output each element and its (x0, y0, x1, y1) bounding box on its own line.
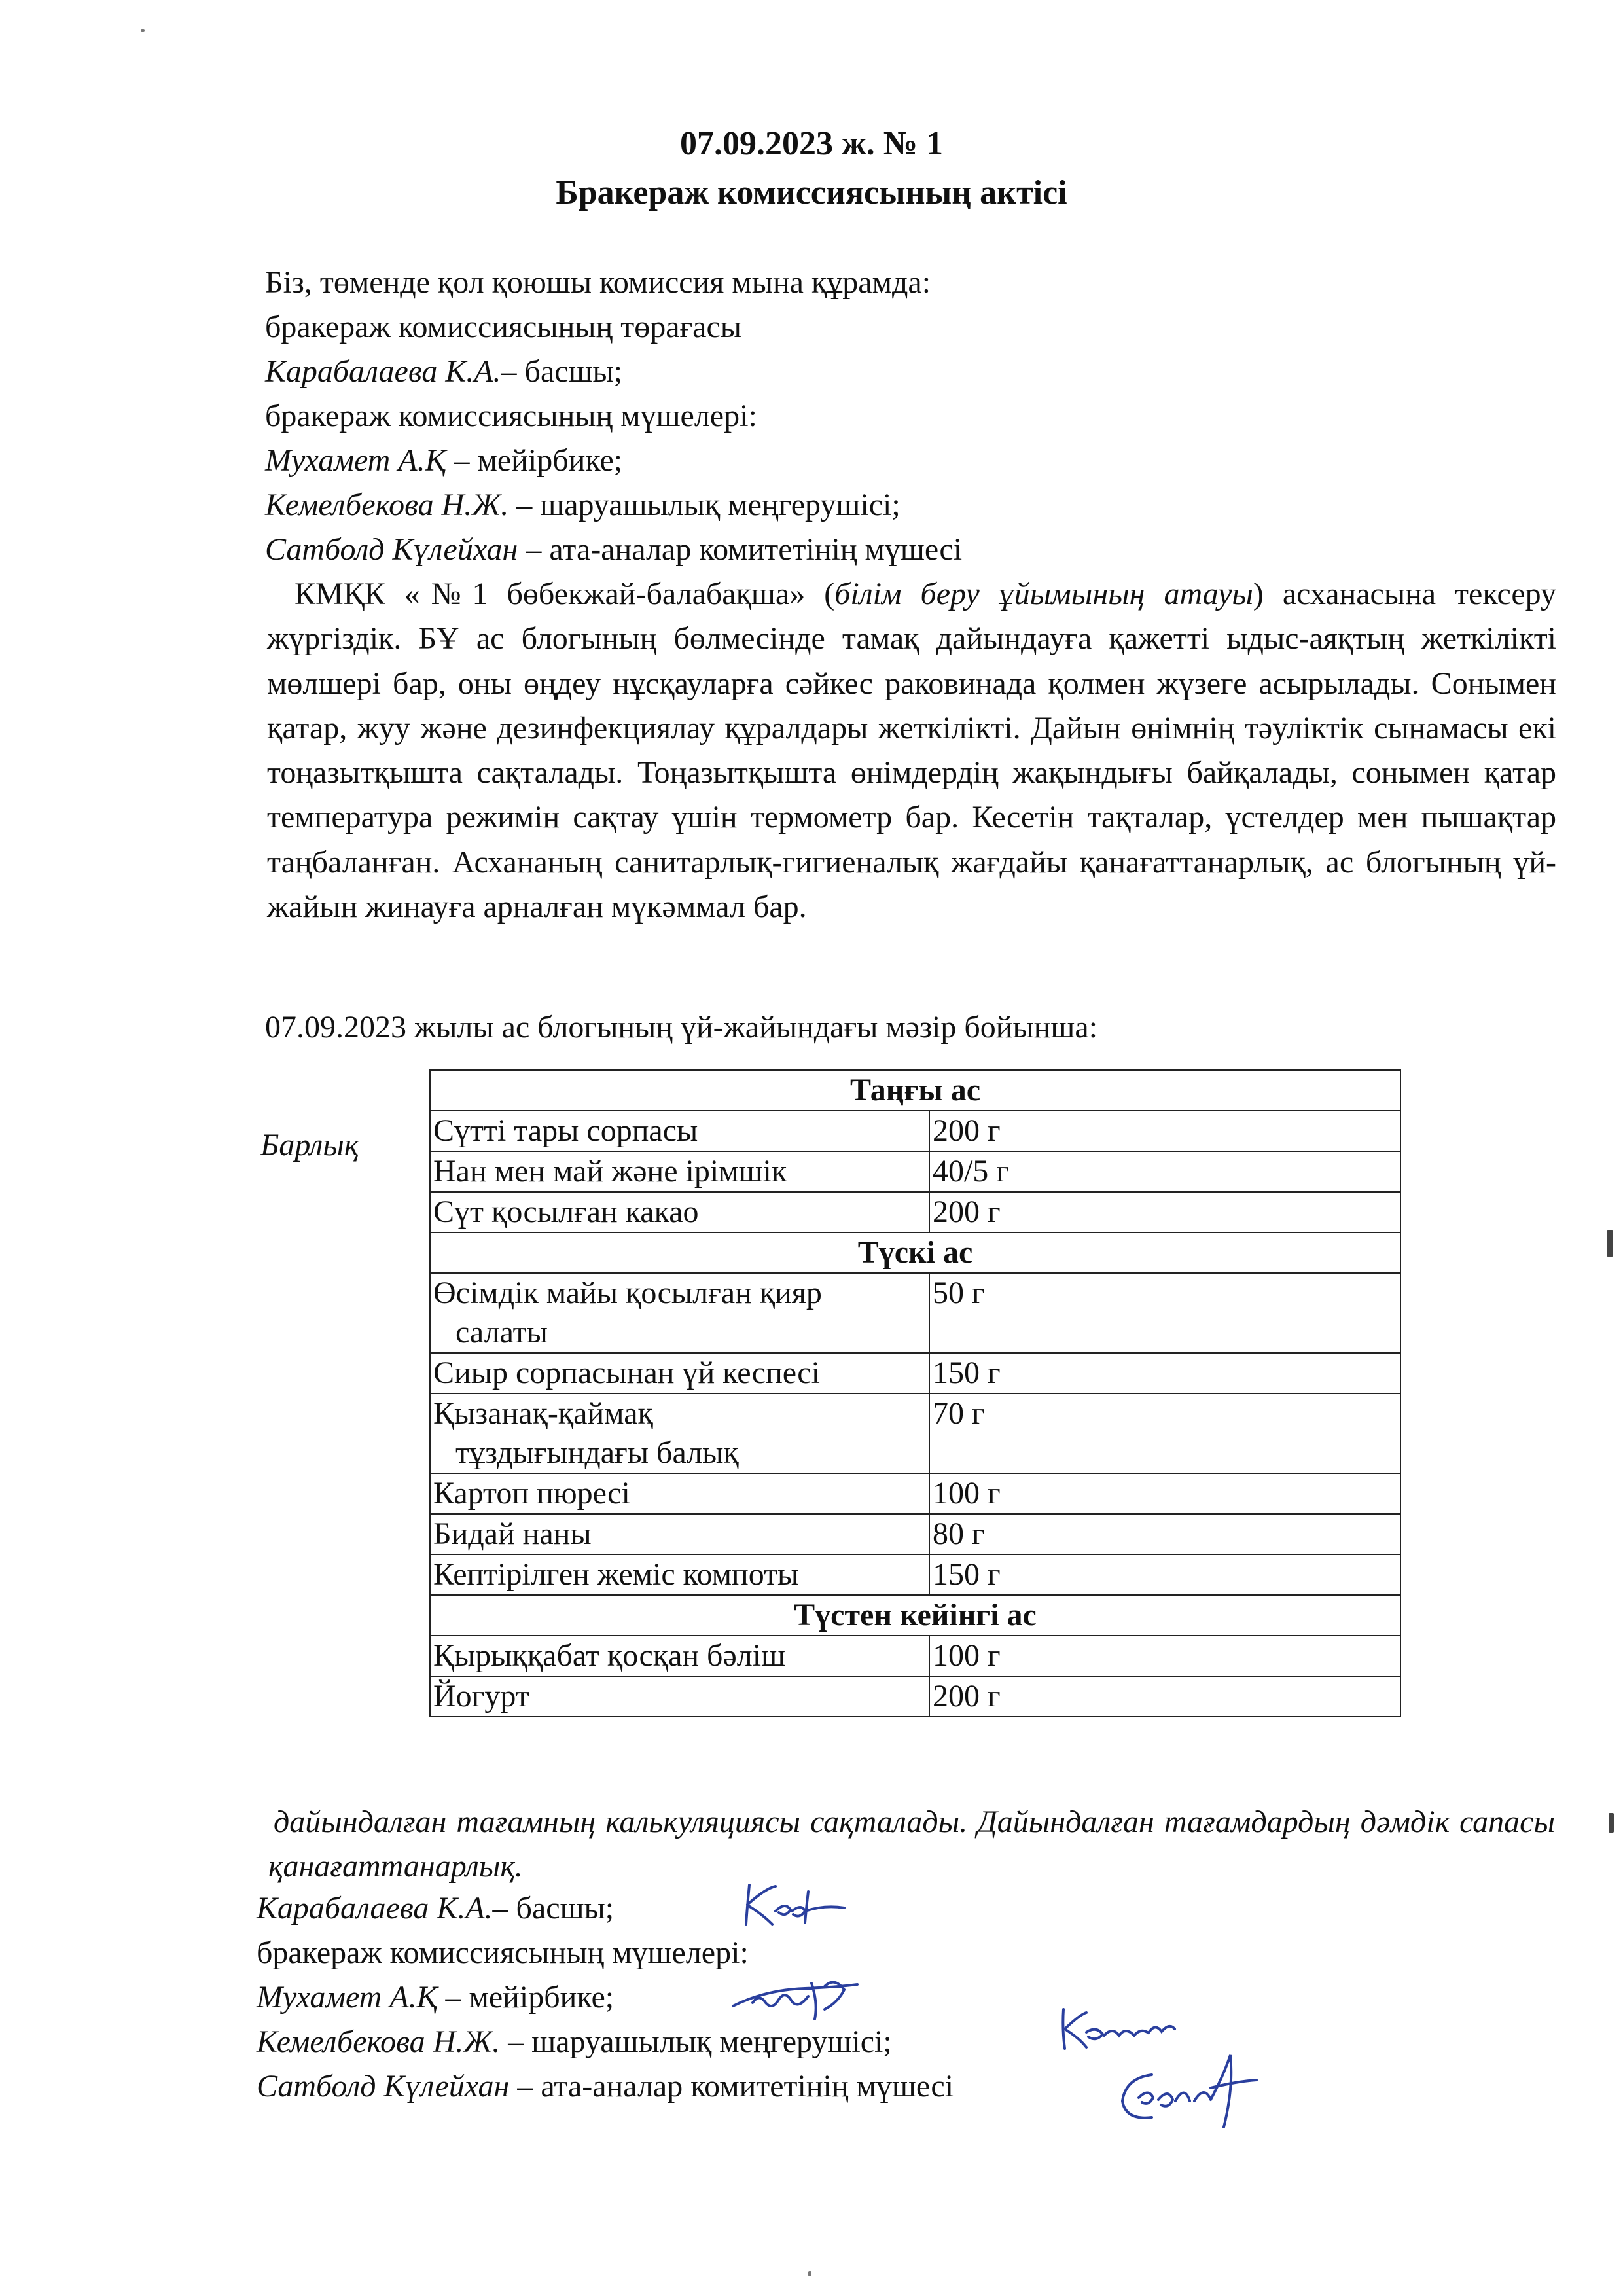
table-row (430, 1192, 1400, 1232)
dish-line: Қызанақ-қаймақ (433, 1396, 653, 1431)
table-row (430, 1393, 1400, 1473)
sign-member1-name: Мухамет А.Қ (257, 1980, 438, 2015)
member3-name: Сатболд Күлейхан (265, 532, 518, 567)
dish-cell: Сүт қосылған какао (430, 1192, 929, 1232)
act-title: Бракераж комиссиясының актісі (556, 174, 1067, 211)
member2-signature (1057, 2003, 1181, 2055)
table-row (430, 1636, 1400, 1676)
inspection-part2: ) асханасына тексеру жүргіздік. БҰ ас блогының бөлмесінде тамақ дайындауға қажетті ыдыс-аяқтың жеткілікті мөлшері бар, оны өңдеу нұсқауларға сәйкес раковинада қолмен жүзеге асырылады. Сонымен қатар, жуу және дезинфекциялау құралдары жеткілікті. Дайын өнімнің тәуліктік сынамасы екі тоңазытқышта сақталады. Тоңазытқышта өнімдердің жақындығы байқалады, сонымен қатар температура режимін сақтау үшін термометр бар. Кесетін тақталар, үстелдер мен пышақтар таңбаланған. Асхананың санитарлық-гигиеналық жағдайы қанағаттанарлық, ас блогының үй-жайын жинауға арналған мүкәммал бар. (267, 577, 1557, 925)
inspection-paragraph (267, 572, 1556, 929)
snack-header: Түстен кейінгі ас (430, 1595, 1400, 1636)
member1-line (265, 439, 622, 483)
sign-member1-title: – мейірбике; (437, 1980, 615, 2015)
sign-chair-name: Карабалаева К.А. (257, 1891, 493, 1926)
members-label: бракераж комиссиясының мүшелері: (265, 399, 757, 433)
lunch-header: Түскі ас (430, 1232, 1400, 1273)
member3-line (265, 528, 962, 572)
scan-speck (1609, 1813, 1614, 1833)
table-row (430, 1554, 1400, 1595)
dish-cell: Қырыққабат қосқан бәліш (430, 1636, 929, 1676)
dish-cell: Сүтті тары сорпасы (430, 1111, 929, 1151)
chair-signature (740, 1878, 857, 1931)
dish-line: Өсімдік майы қосылған қияр (433, 1276, 822, 1310)
dish-cell: Нан мен май және ірімшік (430, 1151, 929, 1192)
table-row (430, 1273, 1400, 1353)
qty-cell: 150 г (929, 1554, 1400, 1595)
qty-cell: 70 г (929, 1393, 1400, 1473)
table-row (430, 1151, 1400, 1192)
dish-cell (430, 1273, 929, 1353)
sign-member1-line (257, 1975, 614, 2020)
chair-role: бракераж комиссиясының төрағасы (265, 310, 742, 344)
scan-speck (808, 2271, 812, 2276)
org-name-note: білім беру ұйымының атауы (834, 577, 1253, 611)
table-row (430, 1353, 1400, 1393)
dish-cell: Картоп пюресі (430, 1473, 929, 1514)
breakfast-header: Таңғы ас (430, 1070, 1400, 1111)
member3-signature (1113, 2049, 1263, 2134)
qty-cell: 200 г (929, 1676, 1400, 1717)
menu-table (429, 1069, 1401, 1717)
dish-line: тұздығындағы балық (455, 1435, 739, 1470)
member3-title: – ата-аналар комитетінің мүшесі (518, 532, 963, 567)
dish-cell: Сиыр сорпасынан үй кеспесі (430, 1353, 929, 1393)
table-row (430, 1111, 1400, 1151)
chair-title: – басшы; (501, 354, 623, 389)
scan-speck (1607, 1230, 1613, 1257)
qty-cell: 150 г (929, 1353, 1400, 1393)
table-row (430, 1676, 1400, 1717)
qty-cell: 200 г (929, 1111, 1400, 1151)
sign-chair-line (257, 1886, 614, 1931)
qty-cell: 50 г (929, 1273, 1400, 1353)
qty-cell: 100 г (929, 1636, 1400, 1676)
qty-cell: 40/5 г (929, 1151, 1400, 1192)
sign-member2-title: – шаруашылық меңгерушісі; (500, 2024, 892, 2059)
sign-member3-name: Сатболд Күлейхан (257, 2069, 510, 2104)
chair-name: Карабалаева К.А. (265, 354, 501, 389)
section-row (430, 1070, 1400, 1111)
sign-members-label: бракераж комиссиясының мүшелері: (257, 1935, 749, 1970)
inspection-part1: КМҚК «№1 бөбекжай-балабақша» ( (294, 577, 835, 611)
qty-cell: 80 г (929, 1514, 1400, 1554)
member2-title: – шаруашылық меңгерушісі; (508, 488, 901, 522)
act-date-number: 07.09.2023 ж. № 1 (680, 125, 943, 162)
dish-cell: Бидай наны (430, 1514, 929, 1554)
member1-signature (726, 1970, 864, 2029)
table-row (430, 1473, 1400, 1514)
intro-line: Біз, төменде қол қоюшы комиссия мына құрамда: (265, 265, 931, 300)
dish-cell: Йогурт (430, 1676, 929, 1717)
menu-intro: 07.09.2023 жылы ас блогының үй-жайындағы мәзір бойынша: (265, 1010, 1098, 1045)
sign-member3-line (257, 2064, 954, 2109)
section-row (430, 1595, 1400, 1636)
conclusion-text: дайындалған тағамның калькуляциясы сақталады. Дайындалған тағамдардың дәмдік сапасы қанағаттанарлық. (268, 1804, 1555, 1884)
sign-member2-name: Кемелбекова Н.Ж. (257, 2024, 501, 2059)
barlyk-label: Барлық (260, 1128, 359, 1162)
member1-title: – мейірбике; (446, 443, 623, 478)
dish-cell (430, 1393, 929, 1473)
member2-name: Кемелбекова Н.Ж. (265, 488, 509, 522)
sign-member3-title: – ата-аналар комитетінің мүшесі (509, 2069, 954, 2104)
section-row (430, 1232, 1400, 1273)
qty-cell: 100 г (929, 1473, 1400, 1514)
table-row (430, 1514, 1400, 1554)
scan-speck (141, 29, 145, 32)
member1-name: Мухамет А.Қ (265, 443, 446, 478)
dish-cell: Кептірілген жеміс компоты (430, 1554, 929, 1595)
sign-chair-title: – басшы; (492, 1891, 615, 1926)
dish-line: салаты (455, 1315, 548, 1350)
member2-line (265, 483, 901, 528)
qty-cell: 200 г (929, 1192, 1400, 1232)
chair-line (265, 350, 622, 394)
